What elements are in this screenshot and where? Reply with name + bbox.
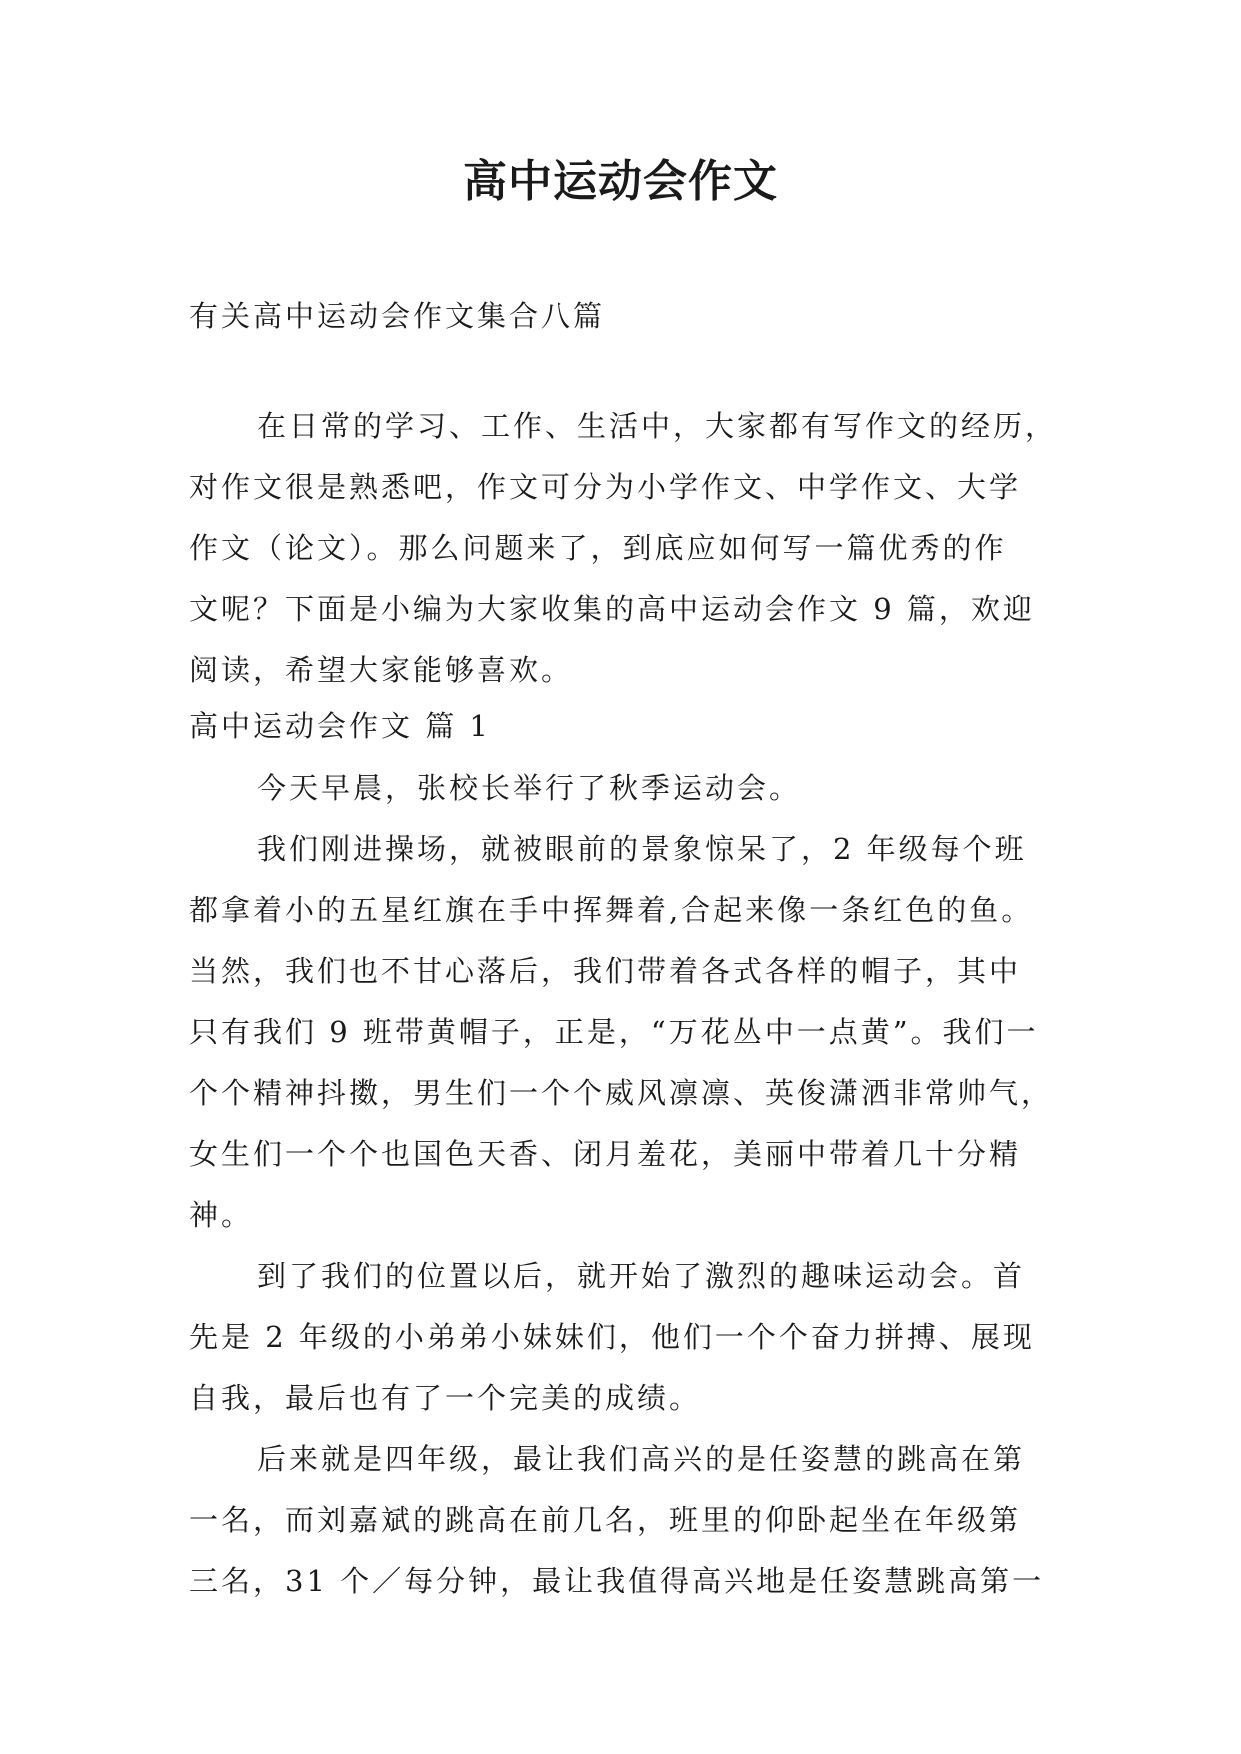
body-line: 都拿着小的五星红旗在手中挥舞着,合起来像一条红色的鱼。 [189, 893, 1034, 927]
document-title: 高中运动会作文 [463, 156, 778, 207]
section-heading-block [189, 696, 491, 757]
intro-line: 对作文很是熟悉吧，作文可分为小学作文、中学作文、大学 [189, 470, 1022, 504]
intro-line: 作文（论文）。那么问题来了，到底应如何写一篇优秀的作 [189, 531, 1007, 565]
body-line: 我们刚进操场，就被眼前的景象惊呆了，2 年级每个班 [257, 832, 1027, 866]
body-line: 个个精神抖擞，男生们一个个威风凛凛、英俊潇洒非常帅气， [189, 1076, 1054, 1110]
body-line: 自我，最后也有了一个完美的成绩。 [189, 1381, 702, 1415]
section-heading: 高中运动会作文 篇 1 [189, 709, 491, 743]
intro-line: 阅读，希望大家能够喜欢。 [189, 653, 574, 687]
body-line: 三名，31 个／每分钟，最让我值得高兴地是任姿慧跳高第一 [189, 1564, 1045, 1598]
body-line: 今天早晨，张校长举行了秋季运动会。 [257, 771, 802, 805]
body-line: 后来就是四年级，最让我们高兴的是任姿慧的跳高在第 [257, 1442, 1026, 1476]
body-line: 神。 [189, 1198, 254, 1232]
intro-paragraph [189, 396, 1057, 701]
intro-line: 文呢？下面是小编为大家收集的高中运动会作文 9 篇，欢迎 [189, 592, 1035, 626]
document-subtitle: 有关高中运动会作文集合八篇 [189, 299, 606, 333]
body-line: 只有我们 9 班带黄帽子，正是，“万花丛中一点黄”。我们一 [189, 1015, 1039, 1049]
body-line: 当然，我们也不甘心落后，我们带着各式各样的帽子，其中 [189, 954, 1022, 988]
body-line: 一名，而刘嘉斌的跳高在前几名，班里的仰卧起坐在年级第 [189, 1503, 1022, 1537]
essay-body [189, 758, 1053, 1612]
intro-line: 在日常的学习、工作、生活中，大家都有写作文的经历， [257, 409, 1058, 443]
body-line: 到了我们的位置以后，就开始了激烈的趣味运动会。首 [257, 1259, 1026, 1293]
body-line: 女生们一个个也国色天香、闭月羞花，美丽中带着几十分精 [189, 1137, 1022, 1171]
body-line: 先是 2 年级的小弟弟小妹妹们，他们一个个奋力拼搏、展现 [189, 1320, 1035, 1354]
